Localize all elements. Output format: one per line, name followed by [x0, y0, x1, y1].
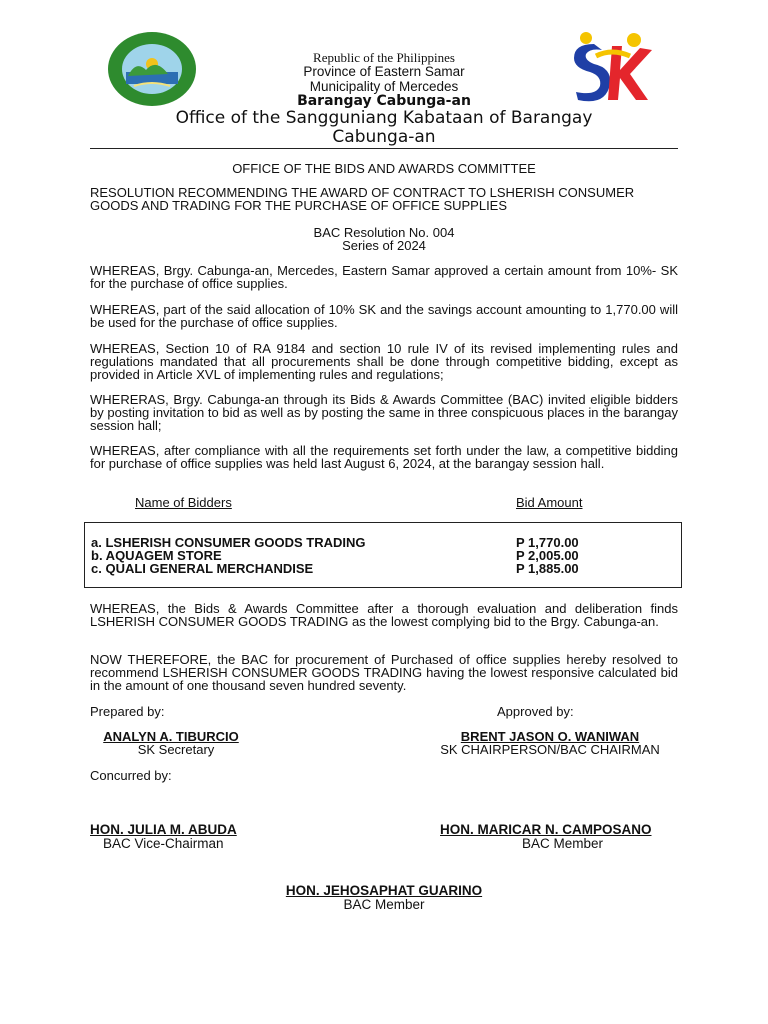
bid-amount: P 2,005.00: [516, 548, 579, 563]
office-title-line1: Office of the Sangguniang Kabataan of Barangay: [175, 108, 593, 128]
bidders-column-header: Name of Bidders: [135, 495, 232, 510]
header-divider: [90, 148, 678, 149]
whereas-final-paragraph: WHEREAS, the Bids & Awards Committee after a thorough evaluation and deliberation finds LSHERISH CONSUMER GOODS TRADING as the lowest complying bid to the Brgy. Cabunga-an.: [90, 601, 678, 629]
approved-by-title: SK CHAIRPERSON/BAC CHAIRMAN: [440, 742, 660, 757]
office-title-line2: Cabunga-an: [332, 127, 436, 147]
resolution-number: BAC Resolution No. 004: [313, 225, 455, 240]
province-text: Province of Eastern Samar: [303, 64, 465, 79]
approved-by-name: BRENT JASON O. WANIWAN: [460, 729, 640, 744]
bid-amount: P 1,885.00: [516, 561, 579, 576]
concur-name-3: HON. JEHOSAPHAT GUARINO: [285, 883, 483, 898]
bidder-name: a. LSHERISH CONSUMER GOODS TRADING: [91, 535, 366, 550]
whereas-paragraph: WHERERAS, Brgy. Cabunga-an through its Bids & Awards Committee (BAC) invited eligible bidders by posting invitation to bid as well as by posting the same in three conspicuous places in the barangay session hall;: [90, 392, 678, 433]
resolution-title-line2: GOODS AND TRADING FOR THE PURCHASE OF OFFICE SUPPLIES: [90, 198, 508, 213]
concurred-by-label: Concurred by:: [90, 768, 172, 783]
amount-column-header: Bid Amount: [516, 495, 583, 510]
republic-text: Republic of the Philippines: [313, 50, 455, 65]
now-therefore-paragraph: NOW THEREFORE, the BAC for procurement of Purchased of office supplies hereby resolved to recommend LSHERISH CONSUMER GOODS TRADING having the lowest responsive calculated bid in the amount of one thousand seven hundred seventy.: [90, 652, 678, 693]
barangay-text: Barangay Cabunga-an: [297, 93, 471, 109]
concur-title-3: BAC Member: [343, 897, 425, 912]
whereas-paragraph: WHEREAS, part of the said allocation of 10% SK and the savings account amounting to 1,770.00 will be used for the purchase of office supplies.: [90, 302, 678, 330]
prepared-by-label: Prepared by:: [90, 704, 165, 719]
prepared-by-name: ANALYN A. TIBURCIO: [103, 729, 239, 744]
resolution-series: Series of 2024: [342, 238, 426, 253]
concur-name-2: HON. MARICAR N. CAMPOSANO: [440, 822, 652, 837]
concur-name-1: HON. JULIA M. ABUDA: [90, 822, 237, 837]
bid-amount: P 1,770.00: [516, 535, 579, 550]
whereas-paragraph: WHEREAS, Brgy. Cabunga-an, Mercedes, Eastern Samar approved a certain amount from 10%- SK for the purchase of office supplies.: [90, 263, 678, 291]
concur-title-1: BAC Vice-Chairman: [103, 836, 224, 851]
approved-by-label: Approved by:: [497, 704, 574, 719]
concur-title-2: BAC Member: [522, 836, 604, 851]
whereas-paragraph: WHEREAS, Section 10 of RA 9184 and section 10 rule IV of its revised implementing rules and regulations mandated that all procurements shall be done through competitive bidding, except as provided in Article XVL of implementing rules and regulations;: [90, 341, 678, 382]
bidders-table: [84, 522, 682, 588]
municipality-text: Municipality of Mercedes: [309, 79, 459, 94]
table-row: [85, 562, 681, 575]
bidder-name: b. AQUAGEM STORE: [91, 548, 222, 563]
bidder-name: c. QUALI GENERAL MERCHANDISE: [91, 561, 314, 576]
resolution-title-line1: RESOLUTION RECOMMENDING THE AWARD OF CONTRACT TO LSHERISH CONSUMER: [90, 185, 635, 200]
prepared-by-title: SK Secretary: [137, 742, 215, 757]
whereas-paragraph: WHEREAS, after compliance with all the requirements set forth under the law, a competitive bidding for purchase of office supplies was held last August 6, 2024, at the barangay session hall.: [90, 443, 678, 471]
committee-heading: OFFICE OF THE BIDS AND AWARDS COMMITTEE: [232, 161, 536, 176]
